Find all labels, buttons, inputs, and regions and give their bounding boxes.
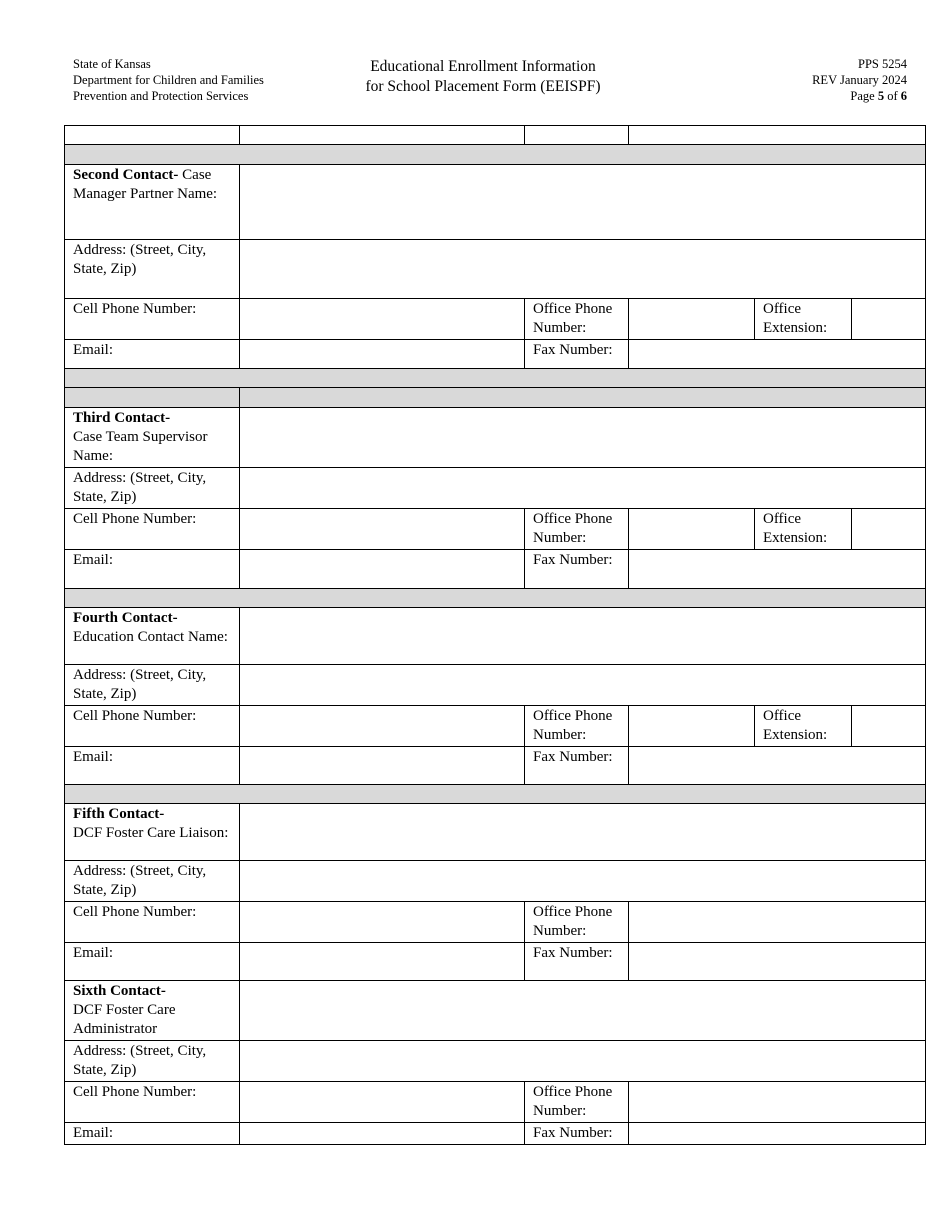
third-contact-name-row: [65, 408, 926, 468]
fourth-phone-row: [65, 706, 926, 747]
fifth-cell-phone-label: Cell Phone Number:: [65, 902, 240, 943]
sixth-contact-label: [65, 981, 240, 1041]
third-contact-role: Case Team Supervisor Name:: [73, 429, 208, 464]
second-address-label: Address: (Street, City, State, Zip): [65, 240, 240, 299]
contacts-table: [64, 125, 926, 1145]
fifth-email-row: [65, 943, 926, 981]
fourth-contact-name-field[interactable]: [240, 608, 926, 665]
sixth-address-label: Address: (Street, City, State, Zip): [65, 1041, 240, 1082]
fourth-email-label: Email:: [65, 747, 240, 785]
sixth-office-phone-field[interactable]: [629, 1082, 926, 1123]
sixth-email-row: [65, 1123, 926, 1145]
second-office-ext-label: Office Extension:: [755, 299, 852, 340]
fifth-address-field[interactable]: [240, 861, 926, 902]
blank-cell[interactable]: [525, 126, 629, 145]
second-fax-label: Fax Number:: [525, 340, 629, 369]
third-address-row: [65, 468, 926, 509]
blank-cell[interactable]: [629, 126, 926, 145]
form-number: PPS 5254: [858, 57, 907, 71]
third-fax-field[interactable]: [629, 550, 926, 589]
sixth-contact-title: Sixth Contact-: [73, 983, 166, 999]
section-divider: [65, 388, 926, 408]
fourth-address-label: Address: (Street, City, State, Zip): [65, 665, 240, 706]
third-email-label: Email:: [65, 550, 240, 589]
fifth-office-phone-field[interactable]: [629, 902, 926, 943]
page-indicator: [812, 88, 907, 104]
fourth-contact-title: Fourth Contact-: [73, 610, 178, 626]
fourth-office-ext-label: Office Extension:: [755, 706, 852, 747]
third-email-row: [65, 550, 926, 589]
section-divider: [65, 145, 926, 165]
third-address-label: Address: (Street, City, State, Zip): [65, 468, 240, 509]
fifth-address-label: Address: (Street, City, State, Zip): [65, 861, 240, 902]
sixth-phone-row: [65, 1082, 926, 1123]
agency-state: State of Kansas: [73, 57, 151, 71]
third-phone-row: [65, 509, 926, 550]
fourth-fax-field[interactable]: [629, 747, 926, 785]
agency-department: Department for Children and Families: [73, 73, 264, 87]
page-total: 6: [900, 89, 907, 103]
agency-division: Prevention and Protection Services: [73, 89, 249, 103]
third-fax-label: Fax Number:: [525, 550, 629, 589]
third-contact-title: Third Contact-: [73, 410, 171, 426]
second-office-phone-field[interactable]: [629, 299, 755, 340]
sixth-fax-label: Fax Number:: [525, 1123, 629, 1145]
page-current: 5: [877, 89, 885, 103]
second-email-field[interactable]: [240, 340, 525, 369]
fourth-cell-phone-field[interactable]: [240, 706, 525, 747]
second-email-label: Email:: [65, 340, 240, 369]
second-contact-role: Case Manager Partner Name:: [73, 167, 218, 202]
fifth-fax-field[interactable]: [629, 943, 926, 981]
third-address-field[interactable]: [240, 468, 926, 509]
second-office-ext-field[interactable]: [852, 299, 926, 340]
third-cell-phone-field[interactable]: [240, 509, 525, 550]
section-divider: [65, 589, 926, 608]
second-cell-phone-label: Cell Phone Number:: [65, 299, 240, 340]
fourth-address-field[interactable]: [240, 665, 926, 706]
fourth-address-row: [65, 665, 926, 706]
fifth-address-row: [65, 861, 926, 902]
second-phone-row: [65, 299, 926, 340]
form-title-line2: for School Placement Form (EEISPF): [365, 78, 601, 95]
fifth-email-label: Email:: [65, 943, 240, 981]
fifth-contact-label: [65, 804, 240, 861]
third-cell-phone-label: Cell Phone Number:: [65, 509, 240, 550]
third-office-ext-label: Office Extension:: [755, 509, 852, 550]
fifth-contact-name-row: [65, 804, 926, 861]
second-address-field[interactable]: [240, 240, 926, 299]
table-row: [65, 126, 926, 145]
sixth-address-row: [65, 1041, 926, 1082]
fourth-cell-phone-label: Cell Phone Number:: [65, 706, 240, 747]
page-of: of: [884, 89, 901, 103]
second-office-phone-label: Office Phone Number:: [525, 299, 629, 340]
third-office-phone-field[interactable]: [629, 509, 755, 550]
form-title-line1: Educational Enrollment Information: [370, 58, 596, 75]
fourth-fax-label: Fax Number:: [525, 747, 629, 785]
second-fax-field[interactable]: [629, 340, 926, 369]
second-contact-label: [65, 165, 240, 240]
form-revision: REV January 2024: [812, 73, 907, 87]
section-divider: [65, 785, 926, 804]
fifth-phone-row: [65, 902, 926, 943]
sixth-office-phone-label: Office Phone Number:: [525, 1082, 629, 1123]
sixth-fax-field[interactable]: [629, 1123, 926, 1145]
third-office-phone-label: Office Phone Number:: [525, 509, 629, 550]
fourth-office-phone-field[interactable]: [629, 706, 755, 747]
second-cell-phone-field[interactable]: [240, 299, 525, 340]
second-contact-title: Second Contact-: [73, 167, 179, 183]
second-contact-name-field[interactable]: [240, 165, 926, 240]
fourth-office-ext-field[interactable]: [852, 706, 926, 747]
sixth-email-label: Email:: [65, 1123, 240, 1145]
blank-cell[interactable]: [240, 126, 525, 145]
sixth-cell-phone-label: Cell Phone Number:: [65, 1082, 240, 1123]
fifth-cell-phone-field[interactable]: [240, 902, 525, 943]
sixth-contact-role: DCF Foster Care Administrator: [73, 1002, 176, 1037]
fifth-contact-title: Fifth Contact-: [73, 806, 165, 822]
form-meta: [812, 56, 907, 104]
section-divider: [65, 369, 926, 388]
sixth-cell-phone-field[interactable]: [240, 1082, 525, 1123]
fifth-contact-role: DCF Foster Care Liaison:: [73, 825, 229, 841]
sixth-email-field[interactable]: [240, 1123, 525, 1145]
third-contact-name-field[interactable]: [240, 408, 926, 468]
third-contact-label: [65, 408, 240, 468]
fourth-contact-label: [65, 608, 240, 665]
fourth-email-row: [65, 747, 926, 785]
third-email-field[interactable]: [240, 550, 525, 589]
fourth-contact-name-row: [65, 608, 926, 665]
third-office-ext-field[interactable]: [852, 509, 926, 550]
fourth-email-field[interactable]: [240, 747, 525, 785]
second-address-row: [65, 240, 926, 299]
fifth-fax-label: Fax Number:: [525, 943, 629, 981]
form-title: [0, 57, 950, 97]
fourth-office-phone-label: Office Phone Number:: [525, 706, 629, 747]
sixth-address-field[interactable]: [240, 1041, 926, 1082]
fifth-email-field[interactable]: [240, 943, 525, 981]
sixth-contact-name-field[interactable]: [240, 981, 926, 1041]
blank-cell[interactable]: [65, 126, 240, 145]
sixth-contact-name-row: [65, 981, 926, 1041]
fifth-office-phone-label: Office Phone Number:: [525, 902, 629, 943]
fifth-contact-name-field[interactable]: [240, 804, 926, 861]
second-contact-name-row: [65, 165, 926, 240]
fourth-contact-role: Education Contact Name:: [73, 629, 228, 645]
second-email-row: [65, 340, 926, 369]
page-prefix: Page: [850, 89, 878, 103]
